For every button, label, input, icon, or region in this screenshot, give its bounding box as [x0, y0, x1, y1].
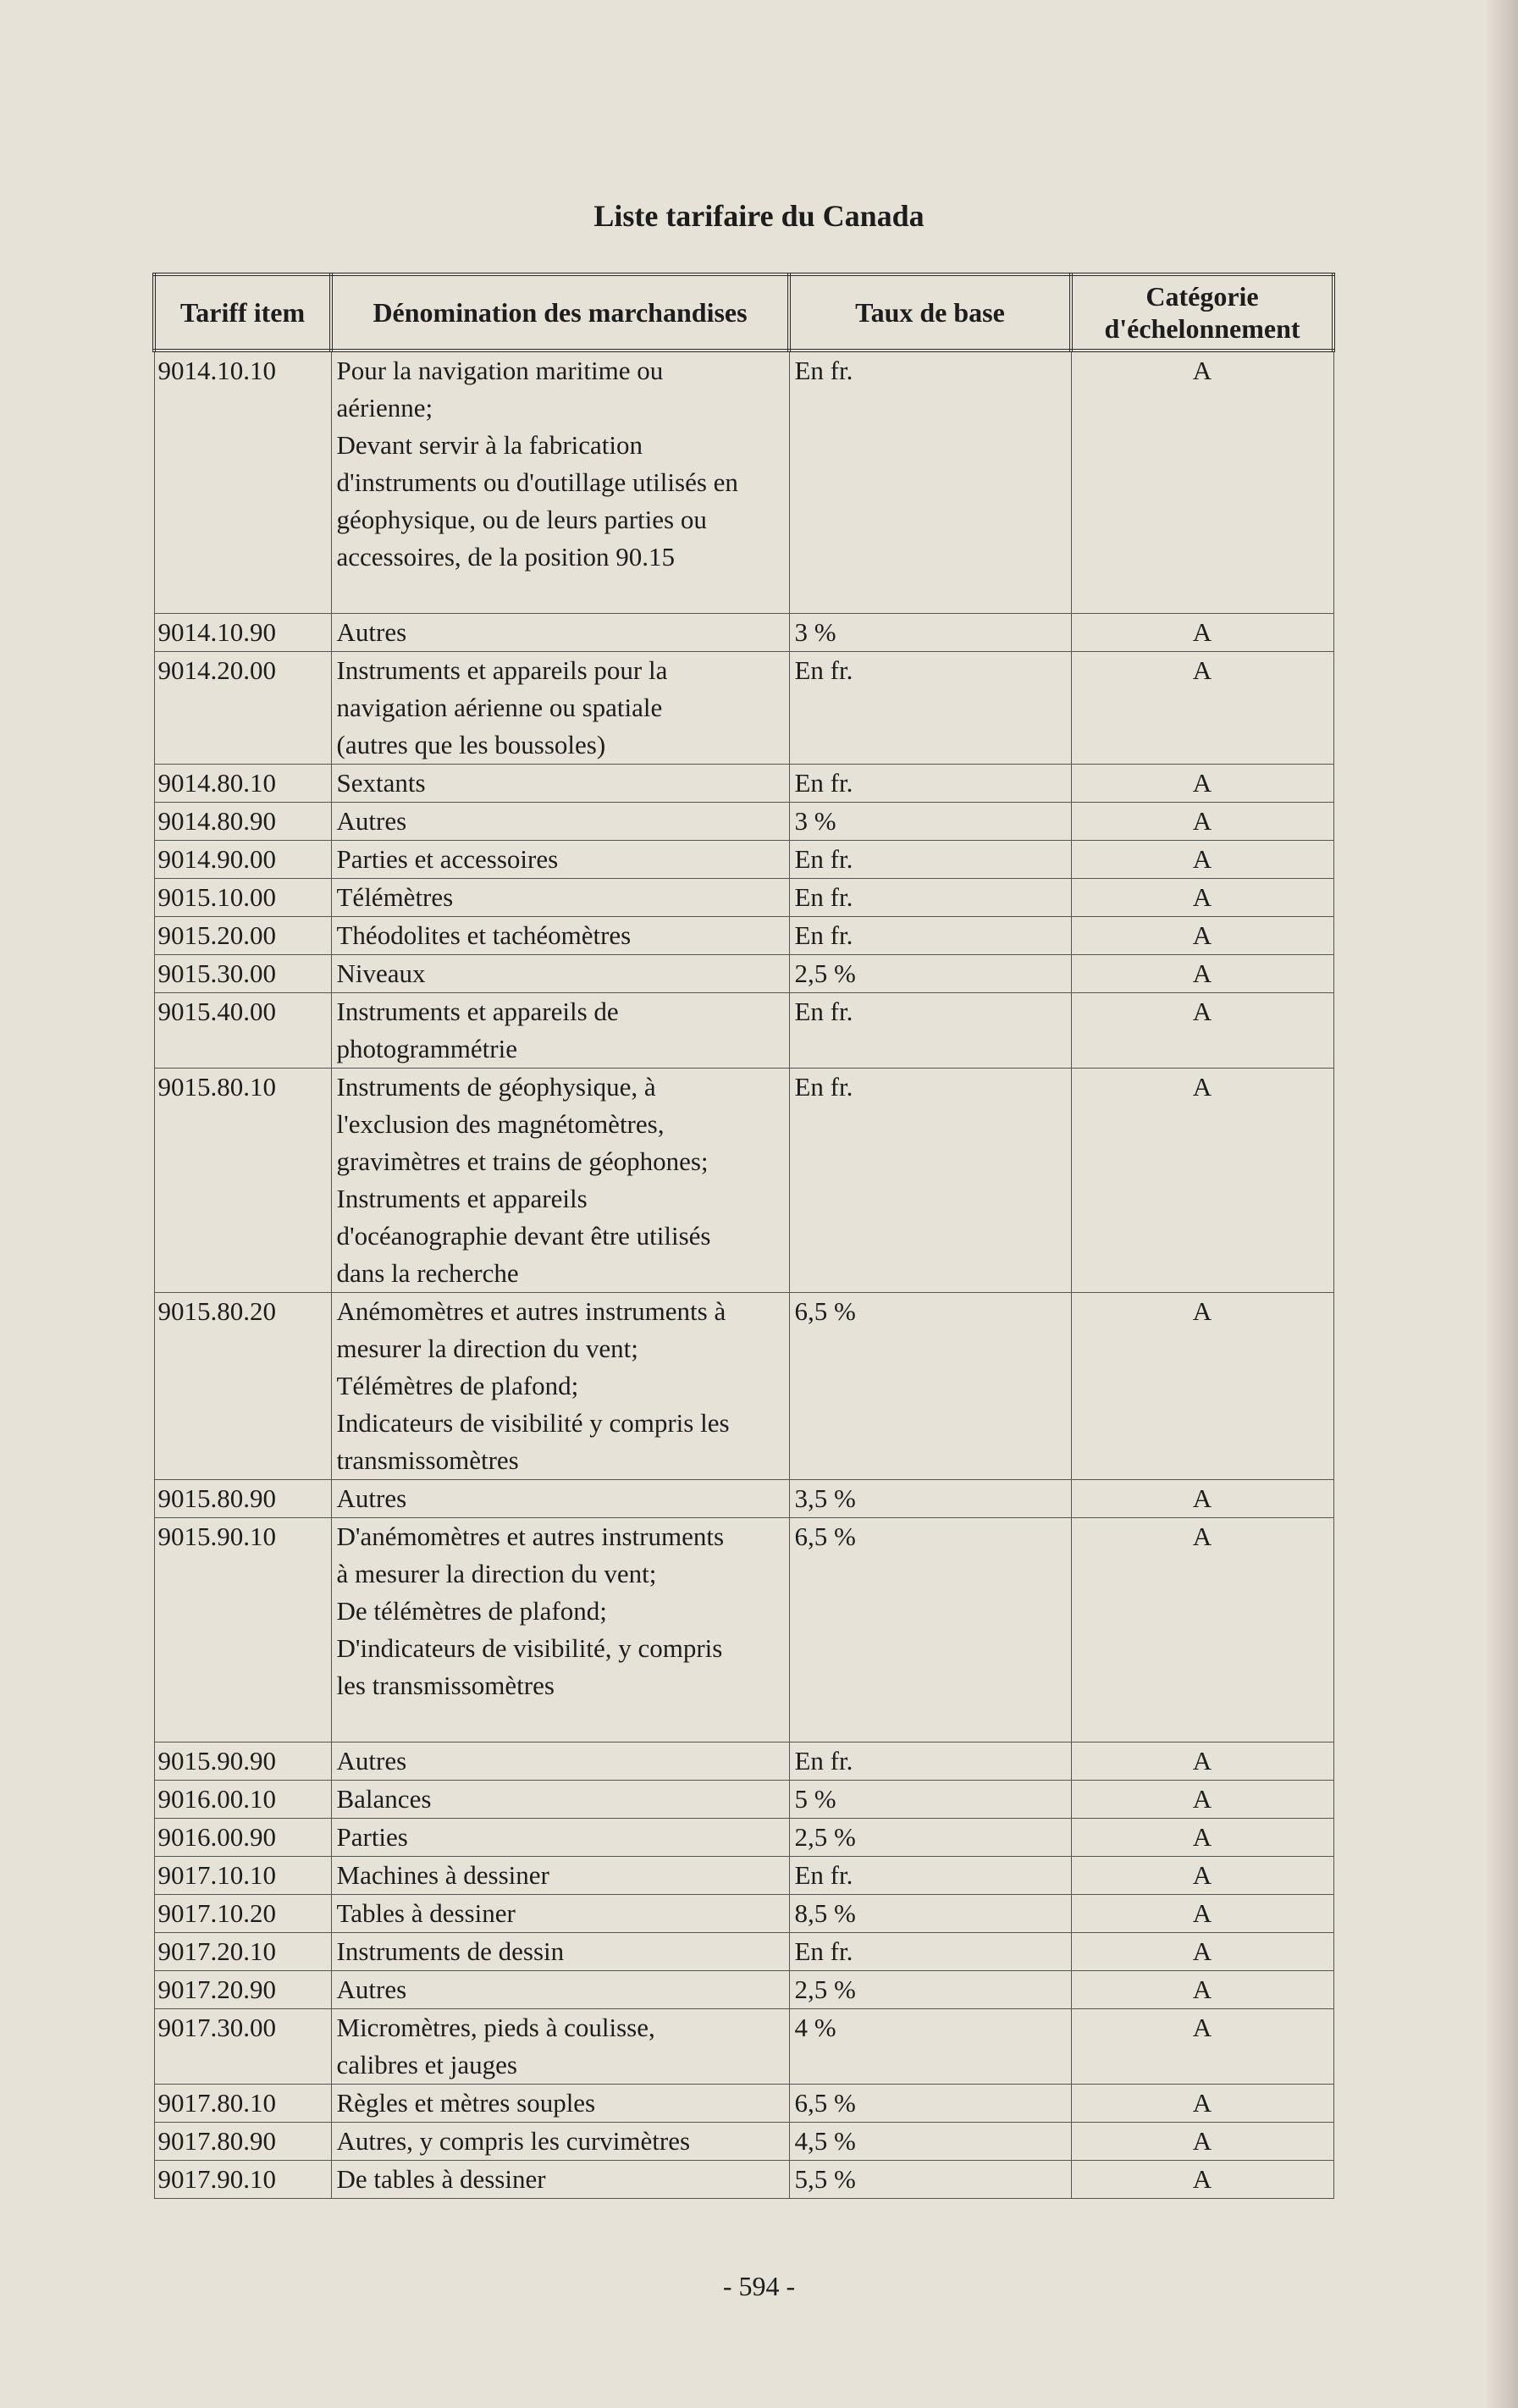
- tariff-item-cell: 9015.80.10: [154, 1069, 331, 1293]
- description-line: Instruments de géophysique, à: [336, 1072, 656, 1102]
- description-line: navigation aérienne ou spatiale: [336, 693, 663, 722]
- tariff-table: [152, 273, 1335, 2199]
- category-cell: A: [1071, 1819, 1333, 1857]
- category-cell: A: [1071, 993, 1333, 1069]
- category-cell: A: [1071, 1895, 1333, 1933]
- description-cell: [331, 879, 789, 917]
- description-line: gravimètres et trains de géophones;: [336, 1146, 709, 1176]
- category-cell: A: [1071, 1742, 1333, 1781]
- base-rate-cell: En fr.: [789, 652, 1071, 765]
- description-cell: [331, 993, 789, 1069]
- base-rate-cell: 5 %: [789, 1781, 1071, 1819]
- description-line: Instruments et appareils de: [336, 997, 619, 1026]
- description-line: mesurer la direction du vent;: [336, 1334, 638, 1363]
- tariff-item-cell: 9015.40.00: [154, 993, 331, 1069]
- tariff-item-cell: 9017.30.00: [154, 2009, 331, 2085]
- tariff-item-cell: 9017.80.10: [154, 2085, 331, 2123]
- table-row: [154, 1781, 1333, 1819]
- category-cell: A: [1071, 1781, 1333, 1819]
- description-line: d'océanographie devant être utilisés: [336, 1221, 711, 1251]
- description-cell: [331, 1971, 789, 2009]
- category-cell: A: [1071, 917, 1333, 955]
- tariff-item-cell: 9017.90.10: [154, 2161, 331, 2199]
- description-line: Indicateurs de visibilité y compris les: [336, 1408, 730, 1438]
- description-cell: [331, 351, 789, 614]
- description-line: Télémètres de plafond;: [336, 1371, 579, 1400]
- base-rate-cell: 6,5 %: [789, 2085, 1071, 2123]
- base-rate-cell: 2,5 %: [789, 1971, 1071, 2009]
- description-line: Devant servir à la fabrication: [336, 430, 643, 460]
- tariff-item-cell: 9017.20.10: [154, 1933, 331, 1971]
- description-cell: [331, 614, 789, 652]
- header-tariff-item: Tariff item: [154, 274, 331, 351]
- description-cell: [331, 1819, 789, 1857]
- tariff-item-cell: 9015.80.90: [154, 1480, 331, 1518]
- tariff-item-cell: 9014.10.10: [154, 351, 331, 614]
- tariff-item-cell: 9017.80.90: [154, 2123, 331, 2161]
- category-cell: A: [1071, 879, 1333, 917]
- description-line: De tables à dessiner: [336, 2164, 546, 2194]
- table-body: [154, 351, 1333, 2199]
- tariff-item-cell: 9015.90.90: [154, 1742, 331, 1781]
- description-cell: [331, 917, 789, 955]
- base-rate-cell: En fr.: [789, 1857, 1071, 1895]
- description-line: Autres: [336, 617, 407, 647]
- category-cell: A: [1071, 1857, 1333, 1895]
- base-rate-cell: 3 %: [789, 803, 1071, 841]
- base-rate-cell: En fr.: [789, 1742, 1071, 1781]
- description-line: Règles et mètres souples: [336, 2088, 596, 2118]
- description-cell: [331, 1518, 789, 1742]
- tariff-item-cell: 9015.30.00: [154, 955, 331, 993]
- base-rate-cell: En fr.: [789, 351, 1071, 614]
- base-rate-cell: En fr.: [789, 1069, 1071, 1293]
- tariff-item-cell: 9017.10.20: [154, 1895, 331, 1933]
- table-row: [154, 1742, 1333, 1781]
- category-cell: A: [1071, 1518, 1333, 1742]
- category-cell: A: [1071, 1480, 1333, 1518]
- description-line: les transmissomètres: [336, 1671, 555, 1700]
- description-cell: [331, 955, 789, 993]
- page-title: Liste tarifaire du Canada: [593, 199, 925, 233]
- tariff-item-cell: 9015.20.00: [154, 917, 331, 955]
- base-rate-cell: En fr.: [789, 841, 1071, 879]
- description-line: à mesurer la direction du vent;: [336, 1559, 657, 1588]
- category-cell: A: [1071, 841, 1333, 879]
- table-row: [154, 1895, 1333, 1933]
- description-cell: [331, 803, 789, 841]
- description-cell: [331, 765, 789, 803]
- base-rate-cell: 6,5 %: [789, 1518, 1071, 1742]
- description-line: Anémomètres et autres instruments à: [336, 1296, 726, 1326]
- table-row: [154, 993, 1333, 1069]
- category-cell: A: [1071, 765, 1333, 803]
- tariff-item-cell: 9015.80.20: [154, 1293, 331, 1480]
- description-cell: [331, 1293, 789, 1480]
- description-cell: [331, 2161, 789, 2199]
- table-row: [154, 1480, 1333, 1518]
- table-row: [154, 1933, 1333, 1971]
- description-line: Pour la navigation maritime ou: [336, 356, 664, 385]
- description-cell: [331, 1781, 789, 1819]
- description-line: [337, 576, 784, 613]
- table-row: [154, 1518, 1333, 1742]
- tariff-item-cell: 9017.20.90: [154, 1971, 331, 2009]
- tariff-item-cell: 9016.00.90: [154, 1819, 331, 1857]
- description-line: D'indicateurs de visibilité, y compris: [336, 1633, 723, 1663]
- description-cell: [331, 1933, 789, 1971]
- base-rate-cell: 8,5 %: [789, 1895, 1071, 1933]
- description-line: calibres et jauges: [336, 2050, 517, 2079]
- description-line: Micromètres, pieds à coulisse,: [336, 2013, 655, 2042]
- description-line: Parties et accessoires: [336, 844, 559, 874]
- category-cell: A: [1071, 351, 1333, 614]
- table-row: [154, 2009, 1333, 2085]
- description-line: l'exclusion des magnétomètres,: [336, 1109, 665, 1139]
- category-cell: A: [1071, 1069, 1333, 1293]
- description-line: De télémètres de plafond;: [336, 1596, 607, 1626]
- base-rate-cell: En fr.: [789, 917, 1071, 955]
- table-row: [154, 765, 1333, 803]
- category-cell: A: [1071, 955, 1333, 993]
- tariff-item-cell: 9014.90.00: [154, 841, 331, 879]
- category-cell: A: [1071, 2009, 1333, 2085]
- table-row: [154, 652, 1333, 765]
- base-rate-cell: 3,5 %: [789, 1480, 1071, 1518]
- description-line: Autres: [336, 1974, 407, 2004]
- table-row: [154, 841, 1333, 879]
- tariff-item-cell: 9016.00.10: [154, 1781, 331, 1819]
- tariff-item-cell: 9017.10.10: [154, 1857, 331, 1895]
- table-header-row: [154, 274, 1333, 351]
- page-number: - 594 -: [722, 2271, 796, 2301]
- category-cell: A: [1071, 803, 1333, 841]
- base-rate-cell: En fr.: [789, 993, 1071, 1069]
- table-row: [154, 351, 1333, 614]
- table-row: [154, 1857, 1333, 1895]
- description-line: Balances: [336, 1784, 432, 1814]
- description-line: D'anémomètres et autres instruments: [336, 1522, 725, 1551]
- tariff-item-cell: 9014.80.90: [154, 803, 331, 841]
- table-row: [154, 2085, 1333, 2123]
- tariff-item-cell: 9014.10.90: [154, 614, 331, 652]
- tariff-item-cell: 9014.20.00: [154, 652, 331, 765]
- category-cell: A: [1071, 2085, 1333, 2123]
- description-cell: [331, 1895, 789, 1933]
- description-line: d'instruments ou d'outillage utilisés en: [336, 467, 738, 497]
- description-cell: [331, 1480, 789, 1518]
- table-row: [154, 1819, 1333, 1857]
- description-line: Télémètres: [336, 882, 454, 912]
- base-rate-cell: 2,5 %: [789, 1819, 1071, 1857]
- tariff-item-cell: 9014.80.10: [154, 765, 331, 803]
- description-line: Niveaux: [336, 958, 426, 988]
- category-cell: A: [1071, 1971, 1333, 2009]
- description-cell: [331, 652, 789, 765]
- table-row: [154, 917, 1333, 955]
- category-cell: A: [1071, 2123, 1333, 2161]
- description-line: [337, 1704, 784, 1742]
- category-cell: A: [1071, 652, 1333, 765]
- description-line: Parties: [336, 1822, 408, 1852]
- description-line: aérienne;: [336, 393, 433, 423]
- header-staging-category: Catégorie d'échelonnement: [1071, 274, 1333, 351]
- tariff-item-cell: 9015.10.00: [154, 879, 331, 917]
- header-base-rate: Taux de base: [789, 274, 1071, 351]
- table-row: [154, 1971, 1333, 2009]
- description-line: Tables à dessiner: [336, 1898, 516, 1928]
- base-rate-cell: En fr.: [789, 1933, 1071, 1971]
- description-line: (autres que les boussoles): [336, 730, 606, 759]
- description-line: Instruments et appareils: [336, 1184, 588, 1213]
- table-row: [154, 2161, 1333, 2199]
- description-line: géophysique, ou de leurs parties ou: [336, 505, 707, 534]
- description-line: Instruments de dessin: [336, 1936, 565, 1966]
- tariff-item-cell: 9015.90.10: [154, 1518, 331, 1742]
- description-line: Sextants: [336, 768, 426, 798]
- description-cell: [331, 1069, 789, 1293]
- description-cell: [331, 2123, 789, 2161]
- description-line: Autres: [336, 1483, 407, 1513]
- description-cell: [331, 841, 789, 879]
- description-line: Autres, y compris les curvimètres: [336, 2126, 691, 2156]
- category-cell: A: [1071, 614, 1333, 652]
- base-rate-cell: 6,5 %: [789, 1293, 1071, 1480]
- description-line: Machines à dessiner: [336, 1860, 549, 1890]
- header-description: Dénomination des marchandises: [331, 274, 789, 351]
- category-cell: A: [1071, 1293, 1333, 1480]
- category-cell: A: [1071, 2161, 1333, 2199]
- description-cell: [331, 2085, 789, 2123]
- description-cell: [331, 1857, 789, 1895]
- table-row: [154, 1069, 1333, 1293]
- base-rate-cell: 4,5 %: [789, 2123, 1071, 2161]
- base-rate-cell: 5,5 %: [789, 2161, 1071, 2199]
- base-rate-cell: 2,5 %: [789, 955, 1071, 993]
- base-rate-cell: En fr.: [789, 879, 1071, 917]
- description-cell: [331, 2009, 789, 2085]
- page-edge-shadow: [1484, 0, 1518, 2408]
- description-line: Instruments et appareils pour la: [336, 655, 668, 685]
- base-rate-cell: 4 %: [789, 2009, 1071, 2085]
- description-line: photogrammétrie: [336, 1034, 517, 1063]
- base-rate-cell: En fr.: [789, 765, 1071, 803]
- table-row: [154, 879, 1333, 917]
- category-cell: A: [1071, 1933, 1333, 1971]
- table-row: [154, 1293, 1333, 1480]
- description-cell: [331, 1742, 789, 1781]
- table-row: [154, 614, 1333, 652]
- description-line: transmissomètres: [336, 1445, 519, 1475]
- description-line: Autres: [336, 1746, 407, 1776]
- base-rate-cell: 3 %: [789, 614, 1071, 652]
- description-line: Théodolites et tachéomètres: [336, 920, 632, 950]
- description-line: accessoires, de la position 90.15: [336, 542, 675, 572]
- description-line: Autres: [336, 806, 407, 836]
- description-line: dans la recherche: [336, 1258, 519, 1288]
- table-row: [154, 955, 1333, 993]
- table-row: [154, 2123, 1333, 2161]
- table-row: [154, 803, 1333, 841]
